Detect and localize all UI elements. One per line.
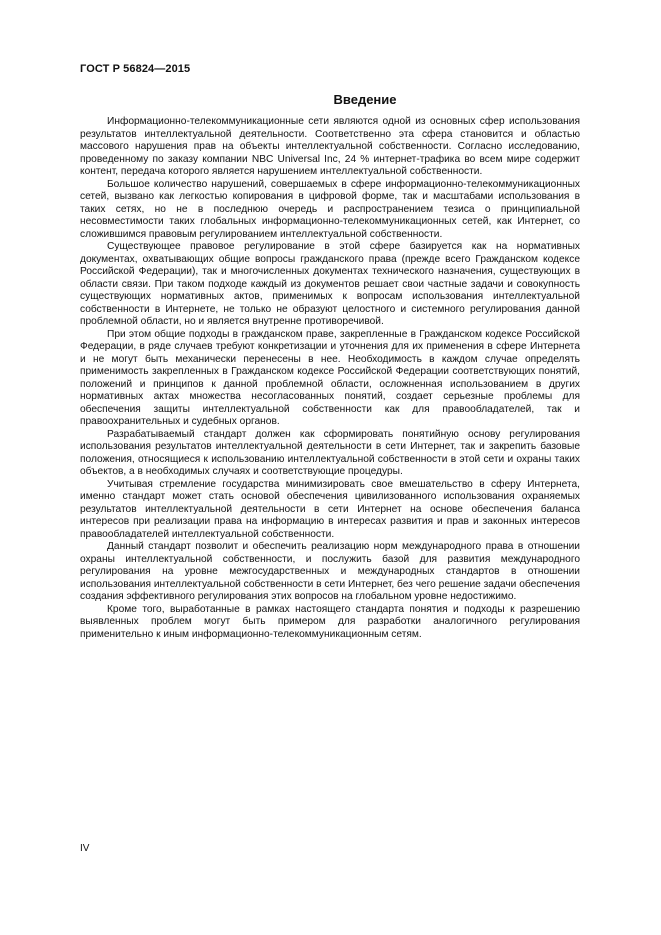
paragraph: Большое количество нарушений, совершаемых в сфере информационно-телекоммуникационных сетей, вызвано как легкостью копирования в цифровой форме, так и масштабами использования в таких сетях, но не в последнюю очередь и распространением тезиса о принципиальной несовместимости таких глобальных информационно-телекоммуникационных сетей, как Интернет, со сложившимся правовым регулированием интеллектуальной собственности. [80,178,580,240]
document-header: ГОСТ Р 56824—2015 [80,63,191,75]
paragraph: Информационно-телекоммуникационные сети являются одной из основных сфер использования результатов интеллектуальной деятельности. Соответственно эта сфера становится и областью массового нарушения прав на объекты интеллектуальной собственности. Согласно исследованию, проведенному по заказу компании NBC Universal Inc, 24 % интернет-трафика во всем мире содержит контент, передача которого является нарушением интеллектуальной собственности. [80,116,580,177]
paragraph: При этом общие подходы в гражданском праве, закрепленные в Гражданском кодексе Российской Федерации, в ряде случаев требуют конкретизации и уточнения для их применения в сфере Интернета и не могут быть механически перенесены в нее. Необходимость в каждом случае определять применимость закрепленных в Гражданском кодексе Российской Федерации соответствующих понятий, положений и принципов к данной проблемной области, осложненная использованием в других нормативных актах множества несогласованных понятий, создает серьезные проблемы для обеспечения защиты интеллектуальной собственности как для правообладателей, так и правоохранительных и судебных органов. [80,328,580,427]
paragraph: Существующее правовое регулирование в этой сфере базируется как на нормативных документах, охватывающих общие вопросы гражданского права (прежде всего Гражданском кодексе Российской Федерации), так и многочисленных документах технического назначения, существующих в области связи. При таком подходе каждый из документов решает свои частные задачи и совокупность существующих нормативных актов, применимых к вопросам использования интеллектуальной собственности в Интернете, не только не образуют целостного и системного регулирования данной проблемной области, но и является внутренне противоречивой. [80,241,580,327]
paragraph: Кроме того, выработанные в рамках настоящего стандарта понятия и подходы к разрешению выявленных проблем могут быть примером для разработки аналогичного регулирования применительно к иным информационно-телекоммуникационным сетям. [80,603,580,640]
body-text [80,116,580,641]
page-number: IV [80,843,90,854]
paragraph: Учитывая стремление государства минимизировать свое вмешательство в сферу Интернета, именно стандарт может стать основой обеспечения цивилизованного использования охраняемых результатов интеллектуальной деятельности в сети Интернет на основе обеспечения баланса интересов при реализации права на информацию в интересах развития и прав и законных интересов правообладателей интеллектуальной собственности. [80,478,580,540]
paragraph: Данный стандарт позволит и обеспечить реализацию норм международного права в отношении охраны интеллектуальной собственности, и послужить базой для развития международного регулирования на уровне межгосударственных и международных стандартов в отношении использования интеллектуальной собственности в сети Интернет, без чего решение задачи обеспечения создания эффективного регулирования этих вопросов на глобальном уровне недостижимо. [80,541,580,602]
paragraph: Разрабатываемый стандарт должен как сформировать понятийную основу регулирования использования результатов интеллектуальной деятельности в сети Интернет, так и закрепить базовые положения, относящиеся к использованию интеллектуальной собственности в этой сети и охраны таких объектов, а в необходимых случаях и соответствующие процедуры. [80,428,580,477]
section-title: Введение [333,92,397,107]
